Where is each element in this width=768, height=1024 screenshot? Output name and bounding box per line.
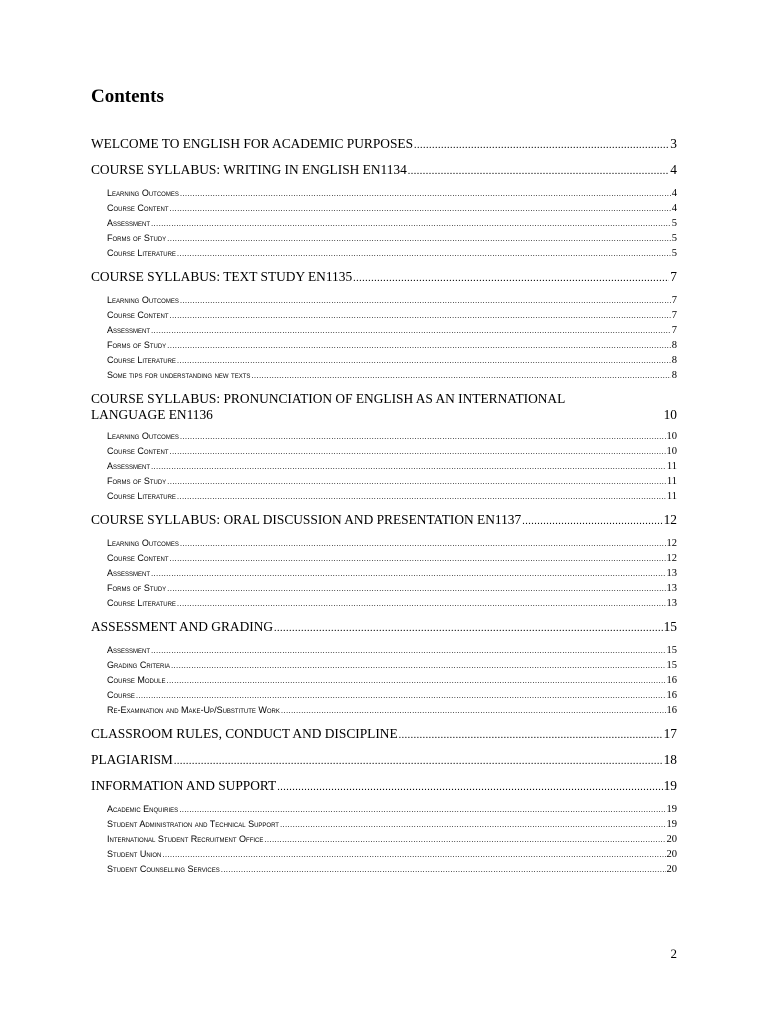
toc-heading-label: COURSE SYLLABUS: ORAL DISCUSSION AND PRESENTATION EN1137 — [91, 512, 522, 527]
toc-subentry-label: Forms of Study — [107, 476, 167, 486]
toc-subentry[interactable] — [91, 802, 677, 817]
dot-leader — [251, 368, 670, 383]
dot-leader — [180, 429, 666, 444]
page-number: 2 — [670, 946, 677, 961]
dot-leader — [399, 726, 663, 744]
toc-subentry[interactable] — [91, 353, 677, 368]
toc-subentry-label: Course Literature — [107, 491, 176, 501]
dot-leader — [180, 536, 666, 551]
page-title: Contents — [91, 86, 164, 107]
toc-page-number: 12 — [666, 553, 677, 564]
toc-subentry[interactable] — [91, 293, 677, 308]
toc-subentry-label: International Student Recruitment Office — [107, 834, 264, 844]
toc-page-number: 3 — [670, 136, 677, 151]
toc-page-number: 20 — [666, 834, 677, 845]
toc-subentry[interactable] — [91, 643, 677, 658]
toc-subentry-label: Re-Examination and Make-Up/Substitute Work — [107, 705, 280, 715]
dot-leader — [180, 293, 671, 308]
toc-page-number: 10 — [666, 431, 677, 442]
toc-subentry-label: Course Content — [107, 310, 169, 320]
toc-subentry-label: Assessment — [107, 568, 151, 578]
dot-leader — [167, 581, 665, 596]
toc-heading-label: WELCOME TO ENGLISH FOR ACADEMIC PURPOSES — [91, 136, 414, 151]
toc-subentry[interactable] — [91, 474, 677, 489]
toc-subentry-label: Course Literature — [107, 248, 176, 258]
dot-leader — [151, 566, 665, 581]
toc-page-number: 10 — [663, 407, 677, 422]
dot-leader — [170, 444, 666, 459]
toc-page-number: 4 — [670, 162, 677, 177]
toc-subentry-label: Course Module — [107, 675, 166, 685]
toc-page-number: 17 — [663, 726, 677, 741]
toc-heading-last-line — [91, 407, 677, 423]
dot-leader — [277, 778, 662, 796]
toc-subentry-label: Assessment — [107, 461, 151, 471]
toc-page-number: 15 — [666, 660, 677, 671]
dot-leader — [281, 703, 666, 718]
toc-page-number: 7 — [671, 310, 677, 321]
toc-subentry-label: Course Literature — [107, 355, 176, 365]
toc-subentry-label: Some tips for understanding new texts — [107, 370, 251, 380]
toc-subentry[interactable] — [91, 216, 677, 231]
toc-heading-label-line2: LANGUAGE EN1136 — [91, 407, 213, 422]
toc-heading-label: COURSE SYLLABUS: TEXT STUDY EN1135 — [91, 269, 353, 284]
toc-page-number: 15 — [666, 645, 677, 656]
dot-leader — [177, 596, 666, 611]
toc-subentry-label: Forms of Study — [107, 233, 167, 243]
toc-page-number: 18 — [663, 752, 677, 767]
toc-page-number: 5 — [671, 248, 677, 259]
toc-page-number: 19 — [666, 819, 677, 830]
toc-heading-label: CLASSROOM RULES, CONDUCT AND DISCIPLINE — [91, 726, 398, 741]
dot-leader — [177, 489, 666, 504]
toc-page-number: 12 — [666, 538, 677, 549]
toc-subentry[interactable] — [91, 581, 677, 596]
toc-subentry-label: Student Union — [107, 849, 162, 859]
toc-heading-writing-in-english[interactable] — [91, 162, 677, 180]
toc-page-number: 8 — [671, 370, 677, 381]
toc-subentry-label: Forms of Study — [107, 340, 167, 350]
toc-subentry[interactable] — [91, 658, 677, 673]
toc-heading-information-support[interactable] — [91, 778, 677, 796]
toc-heading-label: ASSESSMENT AND GRADING — [91, 619, 274, 634]
toc-subentry-label: Academic Enquiries — [107, 804, 179, 814]
dot-leader — [170, 201, 671, 216]
dot-leader — [179, 802, 665, 817]
dot-leader — [177, 246, 671, 261]
toc-subentry[interactable] — [91, 703, 677, 718]
toc-page-number: 7 — [671, 295, 677, 306]
toc-subentry[interactable] — [91, 459, 677, 474]
toc-heading-plagiarism[interactable] — [91, 752, 677, 770]
toc-page-number: 7 — [671, 325, 677, 336]
toc-page-number: 11 — [666, 491, 677, 502]
toc-subentry-label: Assessment — [107, 325, 151, 335]
toc-subentry[interactable] — [91, 246, 677, 261]
toc-subentry[interactable] — [91, 186, 677, 201]
toc-subentry-label: Course Content — [107, 203, 169, 213]
dot-leader — [170, 551, 666, 566]
toc-heading-label: PLAGIARISM — [91, 752, 173, 767]
dot-leader — [162, 847, 665, 862]
toc-page-number: 15 — [663, 619, 677, 634]
toc-heading-text-study[interactable] — [91, 269, 677, 287]
toc-subentry-label: Course Content — [107, 446, 169, 456]
dot-leader — [151, 216, 671, 231]
toc-subentry[interactable] — [91, 673, 677, 688]
toc-page-number: 16 — [666, 690, 677, 701]
toc-subentry-label: Learning Outcomes — [107, 431, 179, 441]
toc-page-number: 20 — [666, 864, 677, 875]
dot-leader — [167, 338, 671, 353]
toc-subentry[interactable] — [91, 688, 677, 703]
dot-leader — [167, 474, 666, 489]
toc-subentry-label: Learning Outcomes — [107, 295, 179, 305]
toc-subentry-label: Student Administration and Technical Support — [107, 819, 279, 829]
dot-leader — [136, 688, 666, 703]
toc-subentry[interactable] — [91, 231, 677, 246]
dot-leader — [167, 673, 666, 688]
toc-subentry[interactable] — [91, 847, 677, 862]
toc-page-number: 12 — [663, 512, 677, 527]
toc-page-number: 7 — [670, 269, 677, 284]
toc-page-number: 16 — [666, 675, 677, 686]
dot-leader — [171, 658, 665, 673]
toc-page-number: 19 — [663, 778, 677, 793]
toc-subentry-label: Course Literature — [107, 598, 176, 608]
toc-subentry-label: Assessment — [107, 645, 151, 655]
dot-leader — [180, 186, 671, 201]
dot-leader — [170, 308, 671, 323]
dot-leader — [151, 459, 666, 474]
dot-leader — [522, 512, 662, 530]
toc-subentry[interactable] — [91, 323, 677, 338]
toc-page-number: 13 — [666, 568, 677, 579]
dot-leader — [151, 643, 665, 658]
dot-leader — [408, 162, 670, 180]
toc-subentry[interactable] — [91, 201, 677, 216]
dot-leader — [353, 269, 669, 287]
dot-leader — [177, 353, 671, 368]
toc-subentry-label: Course Content — [107, 553, 169, 563]
toc-page-number: 13 — [666, 598, 677, 609]
toc-subentry[interactable] — [91, 536, 677, 551]
toc-subentry[interactable] — [91, 308, 677, 323]
toc-page-number: 5 — [671, 218, 677, 229]
toc-page-number: 4 — [671, 188, 677, 199]
toc-subentry-label: Grading Criteria — [107, 660, 171, 670]
dot-leader — [274, 619, 663, 637]
toc-subentry[interactable] — [91, 862, 677, 877]
toc-subentry-label: Learning Outcomes — [107, 538, 179, 548]
toc-page-number: 11 — [666, 461, 677, 472]
toc-page-number: 19 — [666, 804, 677, 815]
toc-heading-label: COURSE SYLLABUS: WRITING IN ENGLISH EN1134 — [91, 162, 407, 177]
toc-subentry[interactable] — [91, 596, 677, 611]
toc-subentry-label: Assessment — [107, 218, 151, 228]
toc-subentry[interactable] — [91, 551, 677, 566]
toc-subentry-label: Student Counselling Services — [107, 864, 220, 874]
toc-page-number: 8 — [671, 340, 677, 351]
toc-subentry[interactable] — [91, 817, 677, 832]
toc-page-number: 8 — [671, 355, 677, 366]
toc-page-number: 20 — [666, 849, 677, 860]
toc-heading-pronunciation[interactable] — [91, 391, 677, 423]
dot-leader — [280, 817, 666, 832]
toc-subentry[interactable] — [91, 489, 677, 504]
toc-subentry[interactable] — [91, 444, 677, 459]
toc-subentry[interactable] — [91, 368, 677, 383]
toc-heading-oral-discussion[interactable] — [91, 512, 677, 530]
toc-subentry-label: Course — [107, 690, 135, 700]
toc-subentry-label: Forms of Study — [107, 583, 167, 593]
toc-subentry[interactable] — [91, 566, 677, 581]
toc-heading-label: INFORMATION AND SUPPORT — [91, 778, 277, 793]
toc-page-number: 5 — [671, 233, 677, 244]
toc-page-number: 11 — [666, 476, 677, 487]
toc-page-number: 13 — [666, 583, 677, 594]
dot-leader — [151, 323, 671, 338]
toc-heading-welcome[interactable] — [91, 136, 677, 154]
toc-heading-label-line1: COURSE SYLLABUS: PRONUNCIATION OF ENGLISH AS AN INTERNATIONAL — [91, 391, 566, 406]
toc-subentry[interactable] — [91, 429, 677, 444]
toc-subentry-label: Learning Outcomes — [107, 188, 179, 198]
dot-leader — [174, 752, 663, 770]
toc-page-number: 10 — [666, 446, 677, 457]
toc-heading-assessment-grading[interactable] — [91, 619, 677, 637]
dot-leader — [221, 862, 666, 877]
toc-subentry[interactable] — [91, 338, 677, 353]
table-of-contents — [91, 136, 677, 877]
dot-leader — [414, 136, 669, 154]
toc-page-number: 4 — [671, 203, 677, 214]
toc-subentry[interactable] — [91, 832, 677, 847]
toc-page-number: 16 — [666, 705, 677, 716]
dot-leader — [167, 231, 671, 246]
dot-leader — [264, 832, 665, 847]
toc-heading-classroom-rules[interactable] — [91, 726, 677, 744]
